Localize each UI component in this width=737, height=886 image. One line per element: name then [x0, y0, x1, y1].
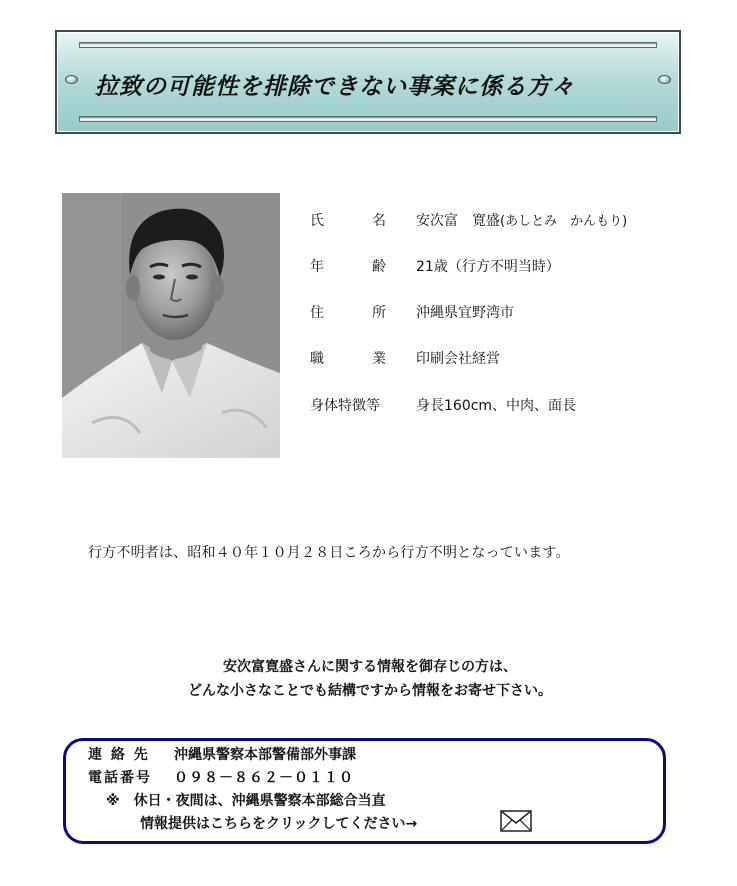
- address-value: 沖縄県宜野湾市: [416, 305, 514, 321]
- phone-label: 電話番号: [88, 770, 152, 786]
- age-value: 21歳（行方不明当時）: [416, 259, 560, 275]
- banner-rail-top: [79, 42, 657, 48]
- occupation-value: 印刷会社経営: [416, 351, 500, 367]
- name-value: [416, 211, 627, 232]
- age-label: [310, 257, 386, 277]
- info-row-features: [310, 396, 710, 416]
- age-label-2: 齢: [372, 259, 386, 275]
- portrait-image: [62, 193, 280, 458]
- features-label: 身体特徴等: [310, 398, 380, 414]
- address-label-1: 住: [310, 305, 324, 321]
- info-row-name: [310, 211, 710, 231]
- contact-phone-line: [88, 769, 354, 787]
- info-submit-link[interactable]: 情報提供はこちらをクリックしてください→: [140, 816, 418, 832]
- banner-bolt-right: [658, 75, 671, 84]
- contact-department-line: [88, 746, 356, 764]
- contact-department: 沖縄県警察本部警備部外事課: [174, 747, 356, 763]
- title-banner: [55, 30, 681, 134]
- info-row-occupation: [310, 349, 710, 369]
- occupation-label-2: 業: [372, 351, 386, 367]
- address-label: [310, 303, 386, 323]
- missing-statement: 行方不明者は、昭和４０年１０月２８日ころから行方不明となっています。: [88, 545, 570, 561]
- occupation-label-1: 職: [310, 351, 324, 367]
- portrait-photo: [62, 193, 280, 458]
- name-label-1: 氏: [310, 213, 324, 229]
- name-label-2: 名: [372, 213, 386, 229]
- address-label-2: 所: [372, 305, 386, 321]
- contact-label: 連 絡 先: [88, 747, 150, 763]
- contact-box: [63, 738, 666, 844]
- occupation-label: [310, 349, 386, 369]
- name-reading: (あしとみ かんもり): [500, 214, 628, 229]
- phone-number: ０９８－８６２－０１１０: [174, 770, 354, 786]
- banner-rail-bottom: [79, 116, 657, 122]
- appeal-line-1: 安次富寛盛さんに関する情報を御存じの方は、: [223, 659, 517, 675]
- name-text: 安次富 寛盛: [416, 213, 500, 229]
- info-row-age: [310, 257, 710, 277]
- contact-note: ※ 休日・夜間は、沖縄県警察本部総合当直: [106, 793, 386, 809]
- info-row-address: [310, 303, 710, 323]
- envelope-icon[interactable]: [500, 810, 532, 832]
- features-value: 身長160cm、中肉、面長: [416, 398, 577, 414]
- banner-bolt-left: [65, 75, 78, 84]
- name-label: [310, 211, 386, 231]
- page-title: 拉致の可能性を排除できない事案に係る方々: [95, 73, 575, 100]
- age-label-1: 年: [310, 259, 324, 275]
- appeal-line-2: どんな小さなことでも結構ですから情報をお寄せ下さい。: [188, 683, 552, 699]
